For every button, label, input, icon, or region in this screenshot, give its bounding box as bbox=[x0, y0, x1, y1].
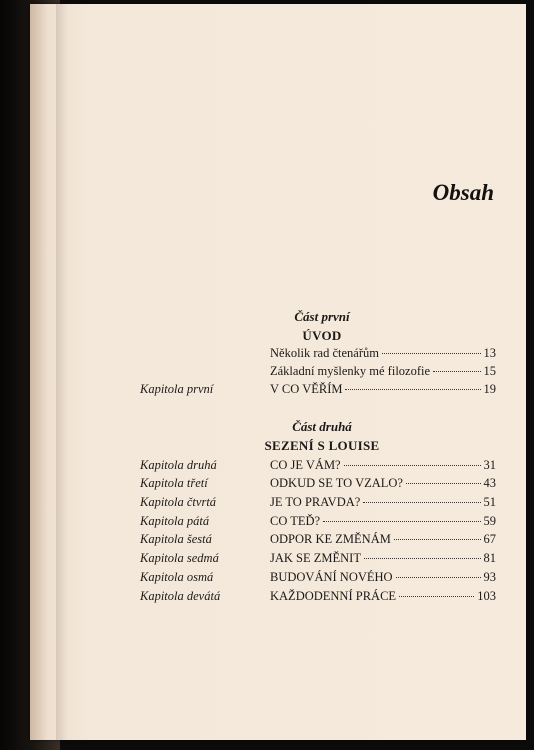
chapter-label: Kapitola druhá bbox=[140, 458, 217, 472]
chapter-label: Kapitola šestá bbox=[140, 532, 212, 546]
dot-leader bbox=[344, 465, 481, 466]
toc-entry bbox=[140, 493, 496, 511]
dot-leader bbox=[396, 577, 481, 578]
toc-entry bbox=[140, 456, 496, 474]
page-gutter-shadow bbox=[56, 4, 68, 740]
page-number: 67 bbox=[483, 532, 496, 546]
entry-title: Základní myšlenky mé filozofie bbox=[270, 364, 431, 378]
toc-entry bbox=[140, 512, 496, 530]
chapter-label: Kapitola devátá bbox=[140, 589, 221, 603]
toc-entry bbox=[140, 568, 496, 586]
entry-title: JAK SE ZMĚNIT bbox=[270, 551, 361, 565]
toc-entry bbox=[140, 530, 496, 548]
chapter-label: Kapitola první bbox=[140, 382, 214, 396]
entry-title: CO JE VÁM? bbox=[270, 458, 341, 472]
chapter-label: Kapitola pátá bbox=[140, 514, 210, 528]
dot-leader bbox=[382, 353, 481, 354]
page-number: 15 bbox=[483, 364, 496, 378]
entry-title: V CO VĚŘÍM bbox=[270, 382, 343, 396]
entry-title: ODPOR KE ZMĚNÁM bbox=[270, 532, 391, 546]
dot-leader bbox=[345, 389, 480, 390]
entry-title: CO TEĎ? bbox=[270, 514, 321, 528]
dot-leader bbox=[433, 371, 480, 372]
entry-title: Několik rad čtenářům bbox=[270, 346, 379, 360]
page-number: 103 bbox=[477, 589, 496, 603]
page-number: 19 bbox=[483, 382, 496, 396]
page-number: 13 bbox=[483, 346, 496, 360]
toc-entry bbox=[140, 474, 496, 492]
part-label: Část první bbox=[294, 309, 350, 324]
toc-entry bbox=[140, 380, 496, 398]
dot-leader bbox=[323, 521, 480, 522]
chapter-label: Kapitola osmá bbox=[140, 570, 214, 584]
entry-title: BUDOVÁNÍ NOVÉHO bbox=[270, 570, 393, 584]
part-heading: SEZENÍ S LOUISE bbox=[264, 438, 380, 453]
part-heading: ÚVOD bbox=[302, 328, 342, 343]
page-number: 59 bbox=[483, 514, 496, 528]
toc-entry bbox=[140, 549, 496, 567]
chapter-label: Kapitola čtvrtá bbox=[140, 495, 217, 509]
toc-entry bbox=[140, 587, 496, 605]
page-number: 51 bbox=[483, 495, 496, 509]
dot-leader bbox=[394, 539, 481, 540]
chapter-label: Kapitola sedmá bbox=[140, 551, 219, 565]
chapter-label: Kapitola třetí bbox=[140, 476, 208, 490]
dot-leader bbox=[399, 596, 474, 597]
part-label: Část druhá bbox=[292, 419, 352, 434]
toc-entry bbox=[140, 344, 496, 362]
toc-entry bbox=[140, 362, 496, 380]
entry-title: JE TO PRAVDA? bbox=[270, 495, 361, 509]
dot-leader bbox=[406, 483, 481, 484]
page-number: 31 bbox=[483, 458, 496, 472]
page-number: 93 bbox=[483, 570, 496, 584]
page-number: 43 bbox=[483, 476, 496, 490]
page-number: 81 bbox=[483, 551, 496, 565]
dot-leader bbox=[364, 558, 481, 559]
entry-title: KAŽDODENNÍ PRÁCE bbox=[270, 589, 397, 603]
entry-title: ODKUD SE TO VZALO? bbox=[270, 476, 403, 490]
toc-title: Obsah bbox=[432, 180, 494, 205]
dot-leader bbox=[363, 502, 480, 503]
